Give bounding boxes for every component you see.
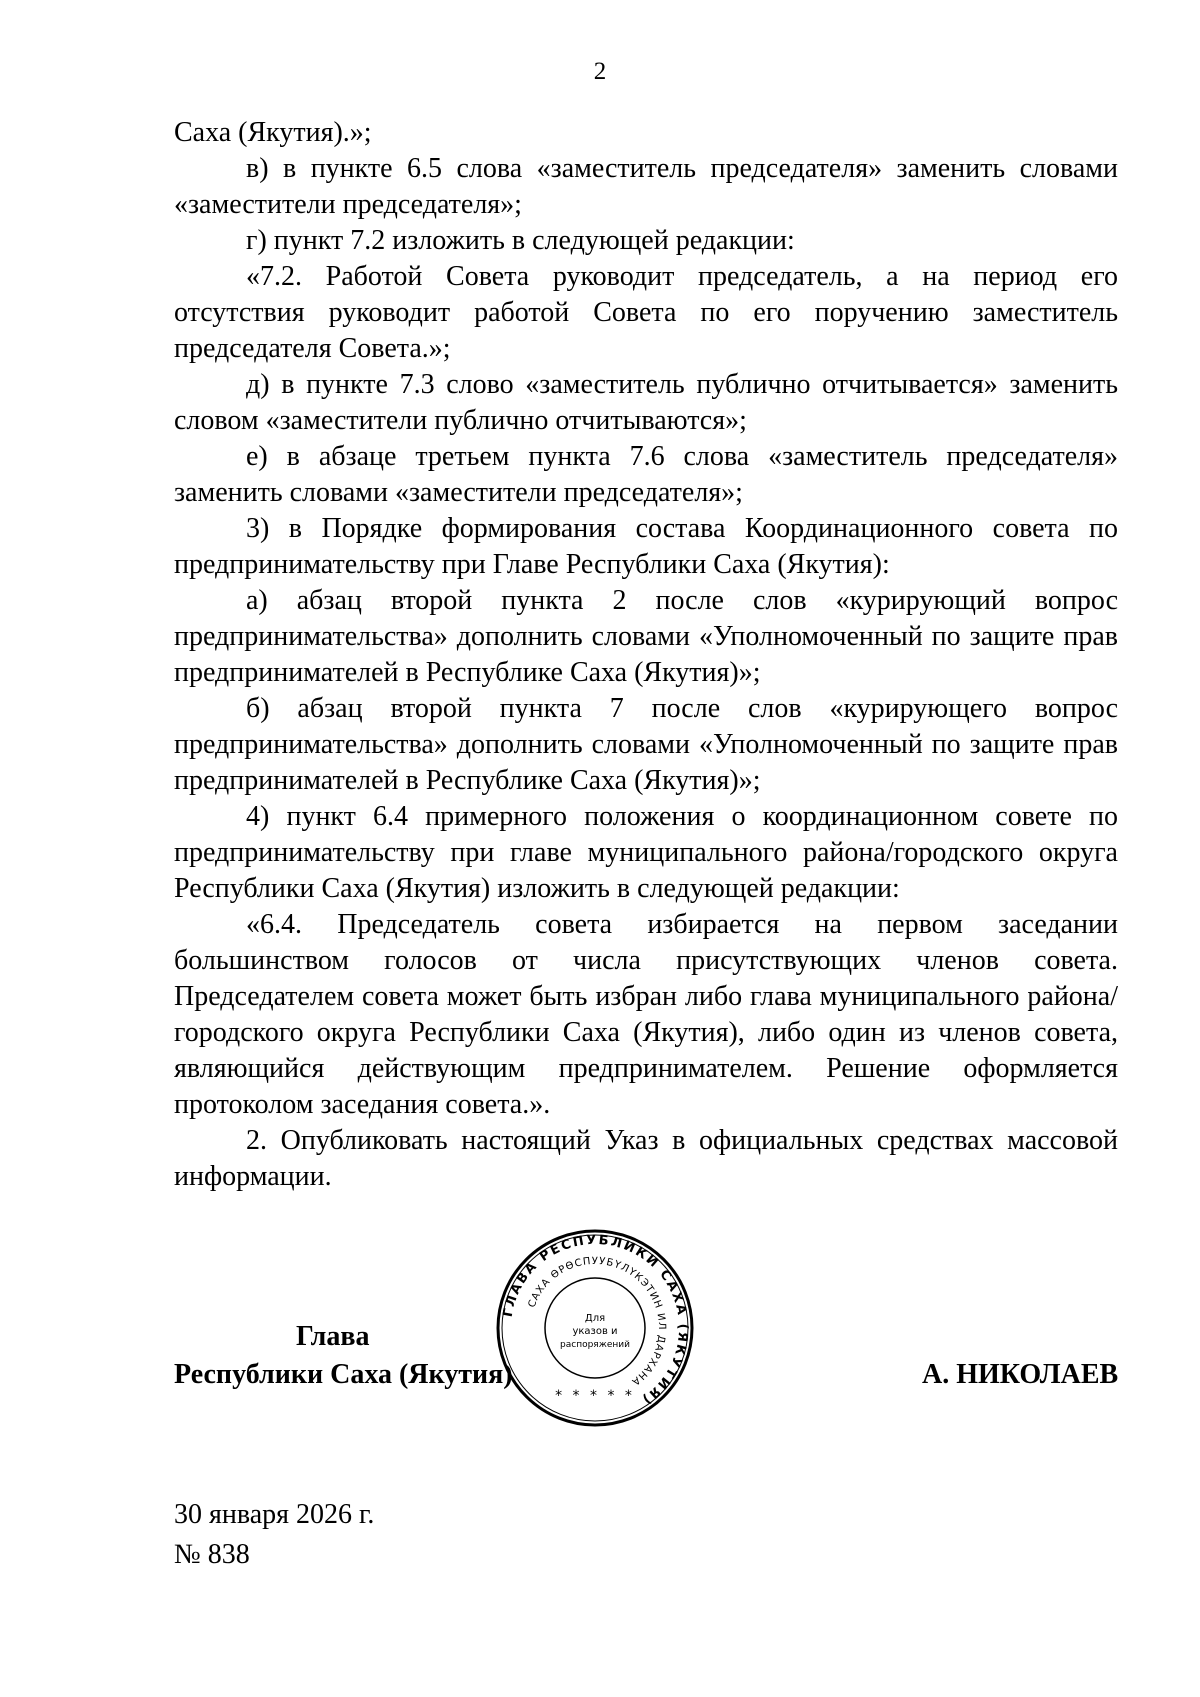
page-number: 2 (593, 58, 607, 85)
paragraph: а) абзац второй пункта 2 после слов «курирующий вопрос предпринимательства» дополнить словами «Уполномоченный по защите прав предпринимателей в Республике Саха (Якутия)»; (174, 585, 1118, 688)
official-seal (495, 1228, 695, 1428)
paragraph: д) в пункте 7.3 слово «заместитель публично отчитывается» заменить словом «заместители публично отчитываются»; (174, 369, 1118, 436)
signatory-title (174, 1318, 513, 1394)
paragraph: 3) в Порядке формирования состава Координационного совета по предпринимательству при Главе Республики Саха (Якутия): (174, 513, 1118, 580)
document-date: 30 января 2026 г. (174, 1499, 375, 1530)
seal-stars: * * * * * (555, 1388, 635, 1404)
paragraph: «6.4. Председатель совета избирается на первом заседании большинством голосов от числа присутствующих членов совета. Председателем совета может быть избран либо глава муниципального района/городского округа Республики Саха (Якутия), либо один из членов совета, являющийся действующим предпринимателем. Решение оформляется протоколом заседания совета.». (174, 909, 1118, 1120)
document-footer (174, 1495, 374, 1575)
paragraph: в) в пункте 6.5 слова «заместитель председателя» заменить словами «заместители председателя»; (174, 153, 1118, 220)
document-number: № 838 (174, 1539, 250, 1570)
signatory-name: А. НИКОЛАЕВ (922, 1359, 1119, 1390)
paragraph: е) в абзаце третьем пункта 7.6 слова «заместитель председателя» заменить словами «заместители председателя»; (174, 441, 1118, 508)
seal-inner-text: САХА ӨРӨСПУУБҮЛҮКЭТИН ИЛ ДАРХАНА (526, 1255, 668, 1388)
signatory-title-line1: Глава (296, 1321, 370, 1352)
seal-graphic (495, 1228, 695, 1428)
paragraph: 4) пункт 6.4 примерного положения о координационном совете по предпринимательству при главе муниципального района/городского округа Республики Саха (Якутия) изложить в следующей редакции: (174, 801, 1118, 904)
seal-center-line1: Для (584, 1313, 606, 1324)
paragraph: Саха (Якутия).»; (174, 117, 372, 148)
seal-center-line2: указов и (572, 1326, 618, 1337)
paragraph: б) абзац второй пункта 7 после слов «курирующего вопрос предпринимательства» дополнить словами «Уполномоченный по защите прав предпринимателей в Республике Саха (Якутия)»; (174, 693, 1118, 796)
signatory-title-line2: Республики Саха (Якутия) (174, 1359, 513, 1390)
paragraph: «7.2. Работой Совета руководит председатель, а на период его отсутствия руководит работой Совета по его поручению заместитель председателя Совета.»; (174, 261, 1118, 364)
seal-center-line3: распоряжений (560, 1340, 630, 1350)
document-body (174, 115, 1118, 1195)
seal-outer-text: ГЛАВА РЕСПУБЛИКИ САХА (ЯКУТИЯ) (500, 1232, 691, 1408)
paragraph: г) пункт 7.2 изложить в следующей редакции: (246, 225, 795, 256)
paragraph: 2. Опубликовать настоящий Указ в официальных средствах массовой информации. (174, 1125, 1118, 1192)
